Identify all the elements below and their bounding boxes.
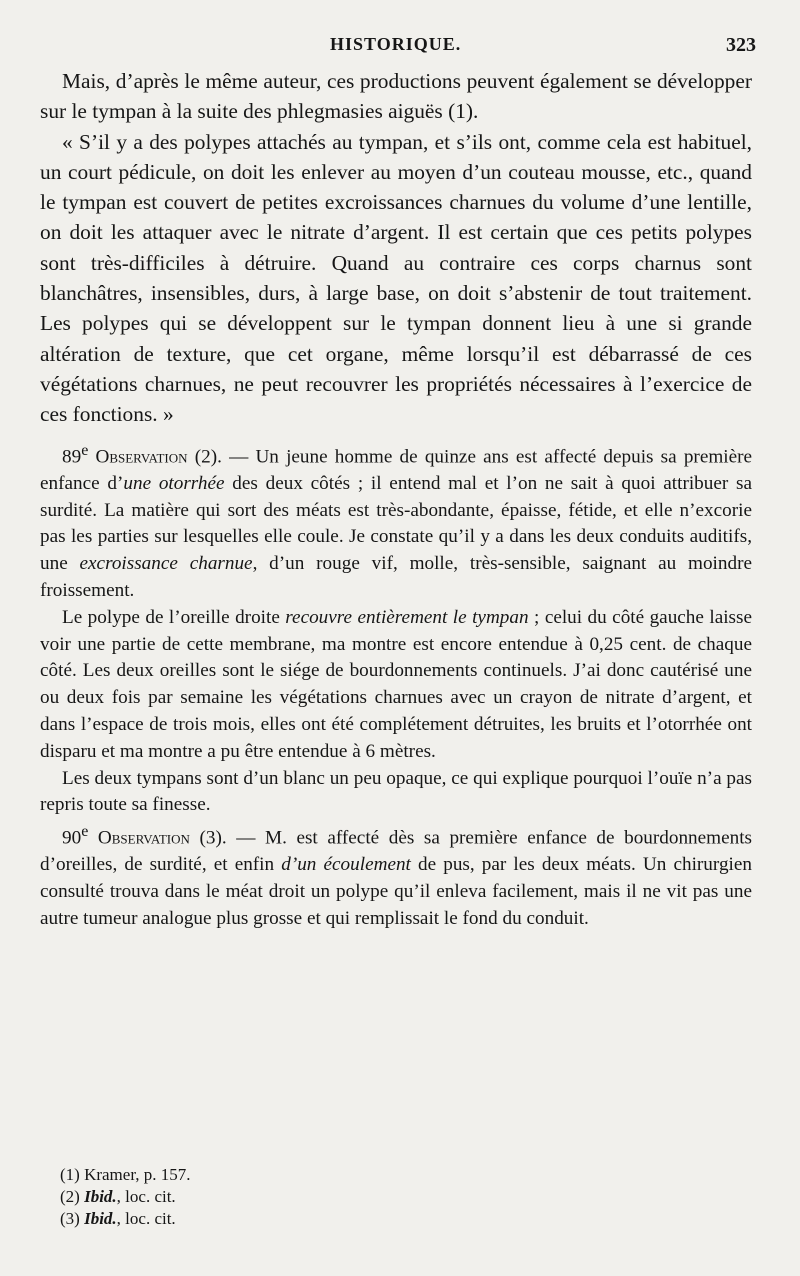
quotation-section <box>40 66 752 430</box>
observation-90-paragraph <box>40 819 752 933</box>
observation-90-text-1: — M. est affecté dès sa première enfance de bourdonnements d’oreilles, de surdité, et enfin <box>40 827 753 876</box>
observation-89-emphasis-1: une otorrhée <box>123 472 225 494</box>
paragraph-quote: « S’il y a des polypes attachés au tympan, et s’ils ont, comme cela est habituel, un court pédicule, on doit les enlever au moyen d’un couteau mousse, etc., quand le tympan est couvert de petites excroissances charnues du volume d’une lentille, on doit les attaquer avec le nitrate d’argent. Il est certain que ces petits polypes sont très-difficiles à détruire. Quand au contraire ces corps charnus sont blanchâtres, insensibles, durs, à large base, on doit s’abstenir de tout traitement. Les polypes qui se développent sur le tympan donnent lieu à une si grande altération de texture, que cet organe, même lorsqu’il est débarrassé de ces végétations charnues, ne peut recouvrer les propriétés nécessaires à l’exercice de ces fonctions. » <box>40 129 752 427</box>
page-body <box>40 66 752 933</box>
observation-89-number: 89 <box>62 445 82 467</box>
running-title: HISTORIQUE. <box>330 34 462 54</box>
observation-90-ref: (3). <box>199 827 227 849</box>
paragraph-intro: Mais, d’après le même auteur, ces productions peuvent également se développer sur le tympan à la suite des phlegmasies aiguës (1). <box>40 69 752 124</box>
footnote-ibid: Ibid. <box>84 1187 117 1206</box>
footnote-text: Kramer, p. 157. <box>84 1165 191 1184</box>
observation-89-paragraph-3: Les deux tympans sont d’un blanc un peu opaque, ce qui explique pourquoi l’ouïe n’a pas repris toute sa finesse. <box>40 767 752 816</box>
footnote-text: , loc. cit. <box>116 1209 176 1228</box>
footnotes <box>60 1164 560 1230</box>
observation-89-p2-text-b: ; celui du côté gauche laisse voir une partie de cette membrane, ma montre est encore entendue à 0,25 cent. de chaque côté. Les deux oreilles sont le siége de bourdonnements continuels. J’ai donc cautérisé une ou deux fois par semaine les végétations charnues avec un crayon de nitrate d’argent, et dans l’espace de trois mois, elles ont été complétement détruites, les bruits et l’otorrhée ont disparu et ma montre a pu être entendue à 6 mètres. <box>40 606 752 762</box>
observation-90-number: 90 <box>62 827 82 849</box>
observation-90-emphasis: d’un écoulement <box>281 854 411 876</box>
observation-89-heading: Observation <box>95 445 188 467</box>
observation-90-heading: Observation <box>97 827 190 849</box>
footnote-mark: (2) <box>60 1187 80 1206</box>
observation-89-text-2: des deux côtés ; il entend mal et l’on ne sait à quoi attribuer sa surdité. La matière qui sort des méats est très-abondante, épaisse, fétide, et elle n’excorie pas les parties sur lesquelles elle coule. Je constate qu’il y a dans les deux conduits auditifs, une <box>40 472 752 575</box>
observation-89-p2-emphasis: recouvre entièrement le tympan <box>285 606 529 628</box>
footnote-ibid: Ibid. <box>84 1209 117 1228</box>
observation-89-paragraph <box>40 438 752 605</box>
footnote <box>60 1164 560 1186</box>
page-number: 323 <box>726 34 756 56</box>
observation-89-emphasis-2: excroissance charnue <box>79 553 253 575</box>
observation-89-text-3: , d’un rouge vif, molle, très-sensible, saignant au moindre froissement. <box>40 553 752 601</box>
observation-89-ordinal: e <box>81 441 89 459</box>
page-header <box>0 34 800 64</box>
footnote <box>60 1208 560 1230</box>
observation-90-ordinal: e <box>81 823 89 841</box>
footnote-text: , loc. cit. <box>116 1187 176 1206</box>
observation-89-ref: (2). <box>194 445 222 467</box>
observation-89-text-1: — Un jeune homme de quinze ans est affecté depuis sa première enfance d’ <box>40 445 753 494</box>
footnote <box>60 1186 560 1208</box>
observation-89-paragraph-2 <box>40 605 752 766</box>
observation-89-p2-text-a: Le polype de l’oreille droite <box>62 606 286 628</box>
observation-90 <box>40 819 752 933</box>
footnote-mark: (1) <box>60 1165 80 1184</box>
footnote-mark: (3) <box>60 1209 80 1228</box>
observation-90-text-2: de pus, par les deux méats. Un chirurgien consulté trouva dans le méat droit un polype qu’il enleva facilement, mais il ne vit pas une autre tumeur analogue plus grosse et qui remplissait le fond du conduit. <box>40 854 752 929</box>
observation-89 <box>40 438 752 820</box>
